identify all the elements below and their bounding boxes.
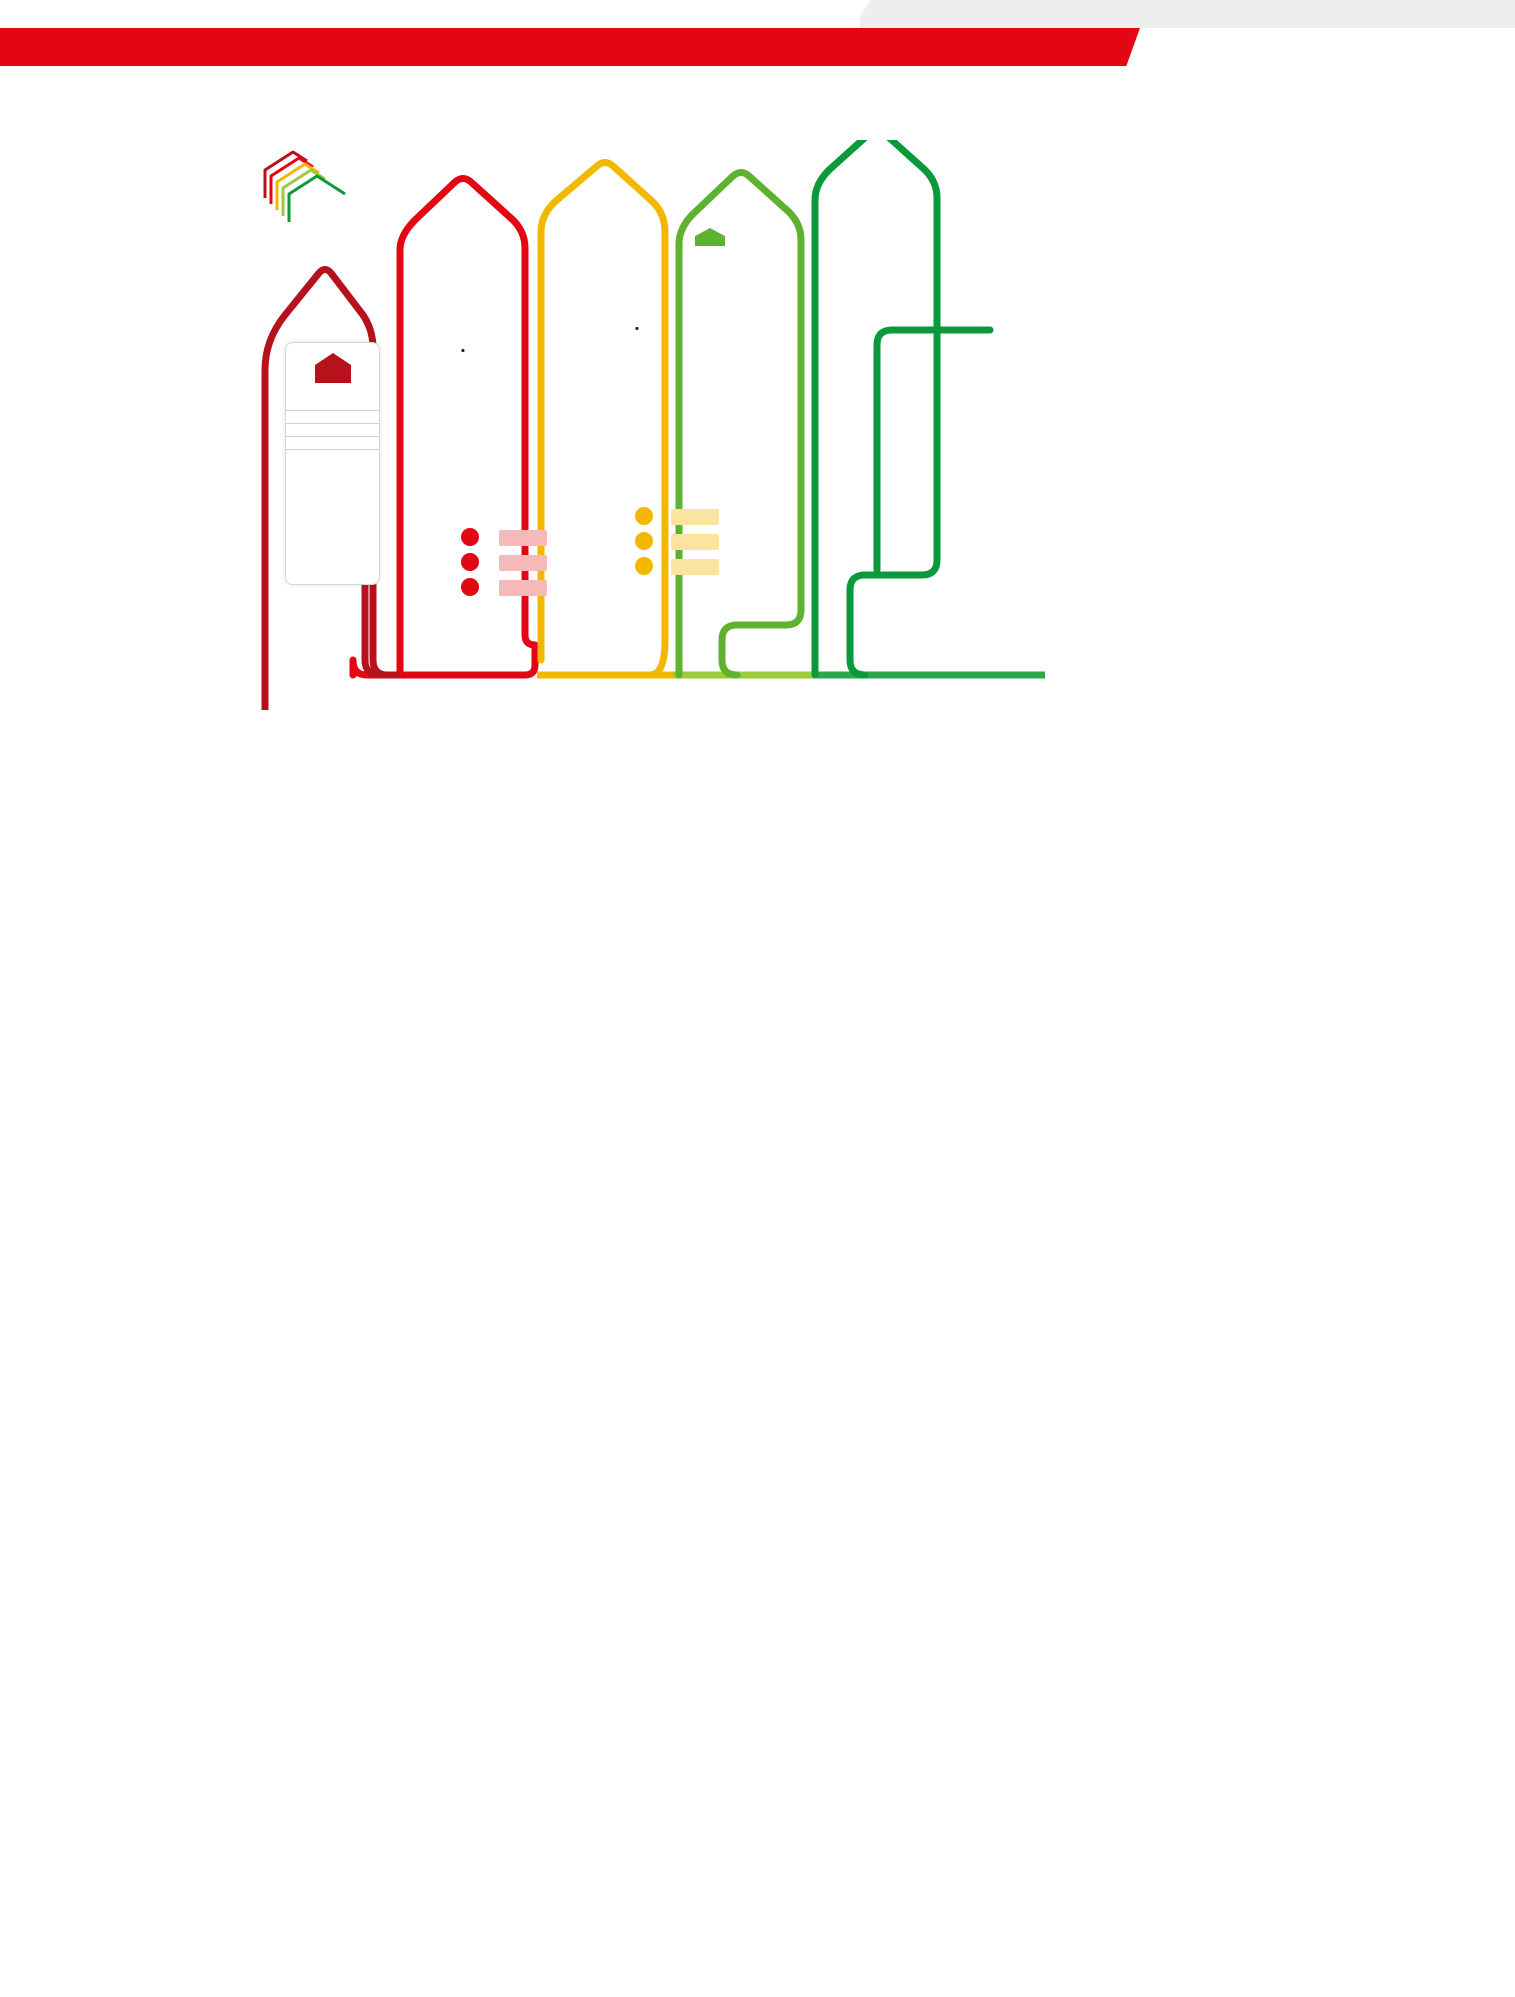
sowieso-costs-icon	[461, 553, 479, 571]
package-1-cost	[499, 530, 547, 546]
roadmap-lines	[255, 140, 1275, 710]
package-2-sowieso	[671, 534, 719, 550]
header-white-band	[0, 0, 870, 28]
header-bar	[0, 28, 1140, 66]
investment-icon	[635, 507, 653, 525]
renovation-roadmap-graphic	[255, 140, 1275, 710]
package-2	[635, 318, 750, 324]
today-co2	[286, 424, 379, 437]
investment-icon	[461, 528, 479, 546]
funding-icon	[461, 578, 479, 596]
package-2-cost	[671, 509, 719, 525]
card-house-today	[285, 342, 380, 585]
house-today-icon	[286, 343, 379, 401]
today-energy-costs	[286, 411, 379, 424]
card-today-head	[286, 401, 379, 411]
today-primary-energy	[286, 450, 379, 462]
sowieso-costs-icon	[635, 532, 653, 550]
package-2-funding	[671, 559, 719, 575]
today-final-energy	[286, 437, 379, 450]
package-1-sowieso	[499, 555, 547, 571]
header-grey-band	[860, 0, 1515, 28]
package-1-funding	[499, 580, 547, 596]
package-1	[461, 340, 586, 346]
funding-icon	[635, 557, 653, 575]
